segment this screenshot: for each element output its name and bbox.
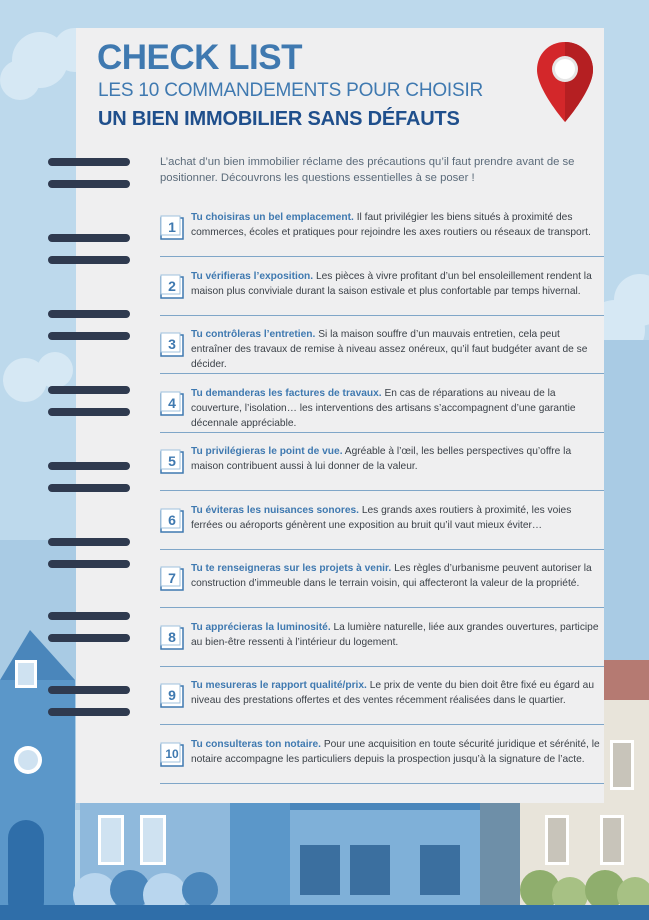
- list-item: [160, 500, 604, 559]
- map-pin-icon: [535, 40, 595, 124]
- item-text: [191, 678, 603, 708]
- item-number: 9: [168, 687, 176, 703]
- item-body: La lumière naturelle, liée aux grandes ouvertures, participe au bien-être ressenti à l’intérieur du logement.: [191, 621, 599, 648]
- item-heading: Tu contrôleras l’entretien.: [191, 329, 316, 340]
- divider: [160, 724, 604, 725]
- list-item: [160, 441, 604, 500]
- list-item: [160, 734, 604, 793]
- divider: [160, 490, 604, 491]
- number-badge-icon: [160, 508, 184, 533]
- number-badge-icon: [160, 742, 184, 767]
- divider: [160, 432, 604, 433]
- intro-text: L’achat d’un bien immobilier réclame des précautions qu’il faut prendre avant de se positionner. Découvrons les questions essentielles à se poser !: [160, 156, 575, 184]
- subtitle-line-1: LES 10 COMMANDEMENTS POUR CHOISIR: [98, 80, 484, 101]
- number-badge-icon: [160, 449, 184, 474]
- list-item: [160, 266, 604, 325]
- divider: [160, 315, 604, 316]
- item-body: Les règles d’urbanisme peuvent autoriser la construction d’immeuble dans le terrain voisin, qui affecteront la valeur de la propriété.: [191, 563, 592, 589]
- item-text: [191, 561, 603, 591]
- item-number: 1: [168, 219, 176, 235]
- item-heading: Tu vérifieras l’exposition.: [191, 270, 314, 282]
- divider: [160, 373, 604, 374]
- item-text: [191, 620, 603, 650]
- item-number: 6: [168, 511, 176, 528]
- item-heading: Tu apprécieras la luminosité.: [191, 621, 331, 633]
- item-number: 7: [168, 570, 176, 586]
- item-text: [191, 386, 603, 431]
- list-item: [160, 207, 604, 266]
- item-text: [191, 737, 603, 767]
- list-item: [160, 675, 604, 734]
- item-number: 10: [165, 746, 179, 761]
- item-body: En cas de réparations au niveau de la couverture, l’isolation… les interventions des artisans s’accompagnent d’une garantie décennale appréciable.: [191, 387, 576, 429]
- subtitle-line-2: UN BIEN IMMOBILIER SANS DÉFAUTS: [98, 108, 460, 130]
- list-item: [160, 558, 604, 617]
- number-badge-icon: [160, 683, 184, 708]
- item-text: [191, 210, 603, 240]
- item-heading: Tu privilégieras le point de vue.: [191, 446, 343, 457]
- item-text: [191, 327, 603, 372]
- item-heading: Tu consulteras ton notaire.: [191, 738, 321, 750]
- item-number: 4: [168, 394, 176, 411]
- number-badge-icon: [160, 332, 184, 357]
- item-body: Il faut privilégier les biens situés à proximité des commerces, écoles et pratiques pour rejoindre les axes routiers ou réseaux de transport.: [191, 212, 591, 238]
- item-body: Le prix de vente du bien doit être fixé eu égard au niveau des prestations offertes et des ventes récemment réalisées dans le quartier.: [191, 680, 595, 706]
- item-heading: Tu éviteras les nuisances sonores.: [191, 504, 359, 516]
- divider: [160, 666, 604, 667]
- item-body: Agréable à l’œil, les belles perspectives qu’offre la maison contribuent aussi à lui donner de la valeur.: [191, 446, 572, 472]
- item-number: 8: [168, 628, 176, 645]
- item-text: [191, 444, 603, 474]
- number-badge-icon: [160, 566, 184, 591]
- number-badge-icon: [160, 625, 184, 650]
- item-body: Pour une acquisition en toute sécurité juridique et sérénité, le notaire accompagne les particuliers depuis la prospection jusqu’à la signature de l’acte.: [191, 738, 600, 765]
- list-item: [160, 383, 604, 442]
- item-body: Les grands axes routiers à proximité, les voies ferrées ou aéroports génèrent une exposition au bruit qu’il vaut mieux éviter…: [191, 504, 572, 531]
- list-item: [160, 324, 604, 383]
- item-heading: Tu choisiras un bel emplacement.: [191, 212, 354, 223]
- divider: [160, 549, 604, 550]
- item-heading: Tu te renseigneras sur les projets à venir.: [191, 563, 392, 574]
- item-body: Si la maison souffre d’un mauvais entretien, cela peut entraîner des travaux de remise à niveau assez onéreux, qu’il faut budgéter avant de se décider.: [191, 329, 588, 370]
- item-number: 2: [168, 277, 176, 294]
- item-text: [191, 503, 603, 533]
- item-heading: Tu mesureras le rapport qualité/prix.: [191, 680, 367, 691]
- divider: [160, 783, 604, 784]
- item-body: Les pièces à vivre profitant d’un bel ensoleillement rendent la maison plus conviviale durant la saison estivale et plus confortable par temps hivernal.: [191, 270, 592, 297]
- item-heading: Tu demanderas les factures de travaux.: [191, 387, 382, 399]
- number-badge-icon: [160, 391, 184, 416]
- commandments-list: [160, 207, 604, 792]
- list-item: [160, 617, 604, 676]
- number-badge-icon: [160, 215, 184, 240]
- number-badge-icon: [160, 274, 184, 299]
- divider: [160, 607, 604, 608]
- item-number: 3: [168, 336, 176, 352]
- divider: [160, 256, 604, 257]
- item-number: 5: [168, 453, 176, 469]
- item-text: [191, 269, 603, 299]
- page-title: CHECK LIST: [97, 38, 302, 77]
